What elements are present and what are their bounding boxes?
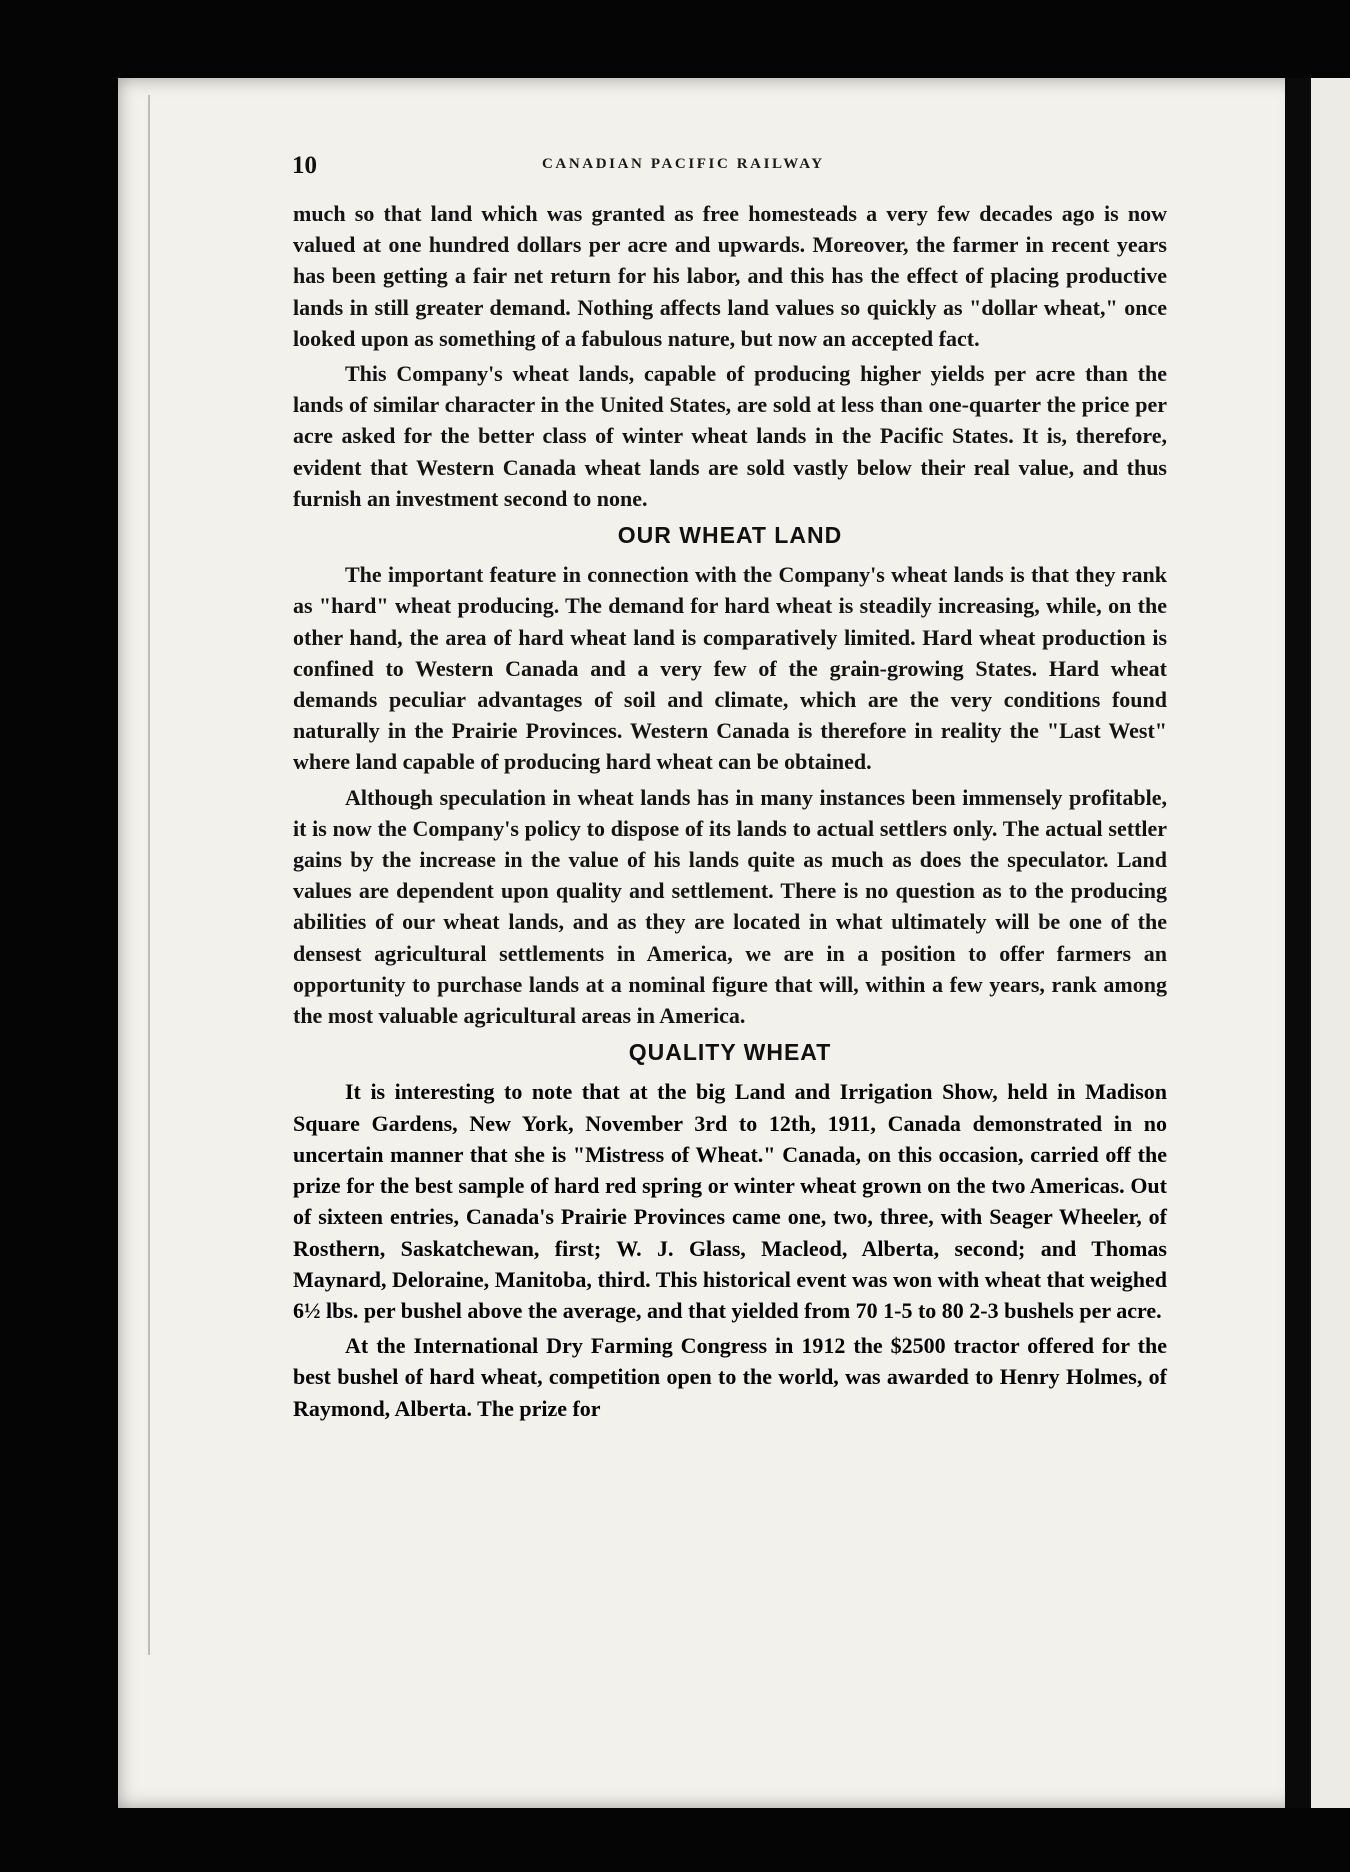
section-heading: QUALITY WHEAT: [628, 1039, 832, 1066]
paragraph: The important feature in connection with the Company's wheat lands is that they rank as "hard" wheat producing. The demand for hard wheat is steadily increasing, while, on the other hand, the area of hard wheat land is comparatively limited. Hard wheat production is confined to Western Canada and a very few of the grain-growing States. Hard wheat demands peculiar advantages of soil and climate, which are the very conditions found naturally in the Prairie Provinces. Western Canada is therefore in reality the "Last West" where land capable of producing hard wheat can be obtained.: [293, 562, 1167, 775]
page-header: [292, 152, 1172, 188]
body-text: [293, 198, 1167, 1428]
paragraph: It is interesting to note that at the big Land and Irrigation Show, held in Madison Square Gardens, New York, November 3rd to 12th, 1911, Canada demonstrated in no uncertain manner that she is "Mistress of Wheat." Canada, on this occasion, carried off the prize for the best sample of hard red spring or winter wheat grown on the two Americas. Out of sixteen entries, Canada's Prairie Provinces came one, two, three, with Seager Wheeler, of Rosthern, Saskatchewan, first; W. J. Glass, Macleod, Alberta, second; and Thomas Maynard, Deloraine, Manitoba, third. This historical event was won with wheat that weighed 6½ lbs. per bushel above the average, and that yielded from 70 1-5 to 80 2-3 bushels per acre.: [293, 1079, 1167, 1323]
paragraph: much so that land which was granted as free homesteads a very few decades ago is now valued at one hundred dollars per acre and upwards. Moreover, the farmer in recent years has been getting a fair net return for his labor, and this has the effect of placing productive lands in still greater demand. Nothing affects land values so quickly as "dollar wheat," once looked upon as something of a fabulous nature, but now an accepted fact.: [293, 201, 1167, 351]
paragraph: At the International Dry Farming Congress in 1912 the $2500 tractor offered for the best bushel of hard wheat, competition open to the world, was awarded to Henry Holmes, of Raymond, Alberta. The prize for: [293, 1333, 1167, 1421]
section-heading: OUR WHEAT LAND: [617, 522, 843, 549]
page-number: 10: [292, 152, 317, 179]
paragraph: This Company's wheat lands, capable of producing higher yields per acre than the lands of similar character in the United States, are sold at less than one-quarter the price per acre asked for the better class of winter wheat lands in the Pacific States. It is, therefore, evident that Western Canada wheat lands are sold vastly below their real value, and thus furnish an investment second to none.: [293, 361, 1167, 511]
book-gutter: [1285, 78, 1311, 1808]
running-head: CANADIAN PACIFIC RAILWAY: [542, 156, 825, 172]
facing-page-edge: [1311, 78, 1350, 1808]
paragraph: Although speculation in wheat lands has in many instances been immensely profitable, it is now the Company's policy to dispose of its lands to actual settlers only. The actual settler gains by the increase in the value of his lands quite as much as does the speculator. Land values are dependent upon quality and settlement. There is no question as to the producing abilities of our wheat lands, and as they are located in what ultimately will be one of the densest agricultural settlements in America, we are in a position to offer farmers an opportunity to purchase lands at a nominal figure that will, within a few years, rank among the most valuable agricultural areas in America.: [293, 784, 1167, 1029]
page-edge: [148, 95, 150, 1655]
